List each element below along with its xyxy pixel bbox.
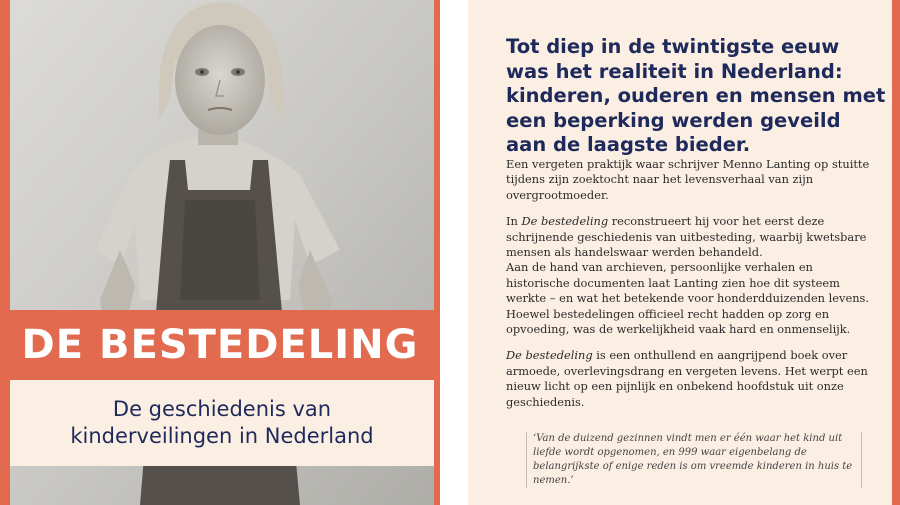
paragraph-1: Een vergeten praktijk waar schrijver Menno Lanting op stuitte tijdens zijn zoektocht naar het levensverhaal van zijn overgrootmoeder. — [506, 157, 870, 202]
subtitle-band — [10, 380, 434, 466]
paragraph-4-text: is een onthullend en aangrijpend boek over armoede, overlevingsdrang en vergeten levens. Het werpt een nieuw licht op een pijnlijk en onbekend hoofdstuk uit onze geschiedenis. — [506, 348, 868, 409]
back-cover-edge — [892, 0, 900, 505]
paragraph-2 — [506, 214, 872, 260]
book-subtitle-line-1: De geschiedenis van — [112, 397, 332, 421]
back-cover — [468, 0, 900, 505]
paragraph-4 — [506, 348, 872, 410]
front-cover — [0, 0, 440, 505]
book-subtitle-line-2: kinderveilingen in Nederland — [70, 424, 374, 448]
paragraph-2-prefix: In — [506, 214, 522, 229]
back-quote: ‘Van de duizend gezinnen vindt men er één waar het kind uit liefde wordt opgenomen, en 999 waar eigenbelang de belangrijkste of enige reden is om vreemde kinderen in huis te nemen.’ — [526, 432, 862, 488]
book-title: DE BESTEDELING — [21, 322, 419, 368]
paragraph-4-book-title: De bestedeling — [506, 348, 593, 363]
paragraph-3: Aan de hand van archieven, persoonlijke verhalen en historische documenten laat Lanting zien hoe dit systeem werkte – en wat het betekende voor honderdduizenden levens. Hoewel bestedelingen officieel recht hadden op zorg en opvoeding, was de werkelijkheid vaak hard en onmenselijk. — [506, 260, 870, 337]
paragraph-2-text: reconstrueert hij voor het eerst deze schrijnende geschiedenis van uitbesteding, waarbij kwetsbare mensen als handelswaar werden behandeld. — [506, 214, 867, 260]
title-band — [0, 310, 440, 380]
back-body-text — [506, 157, 872, 421]
paragraph-2-book-title: De bestedeling — [521, 214, 609, 229]
back-headline: Tot diep in de twintigste eeuw was het realiteit in Nederland: kinderen, ouderen en mensen met een beperking werden geveild aan de laagste bieder. — [506, 35, 886, 156]
